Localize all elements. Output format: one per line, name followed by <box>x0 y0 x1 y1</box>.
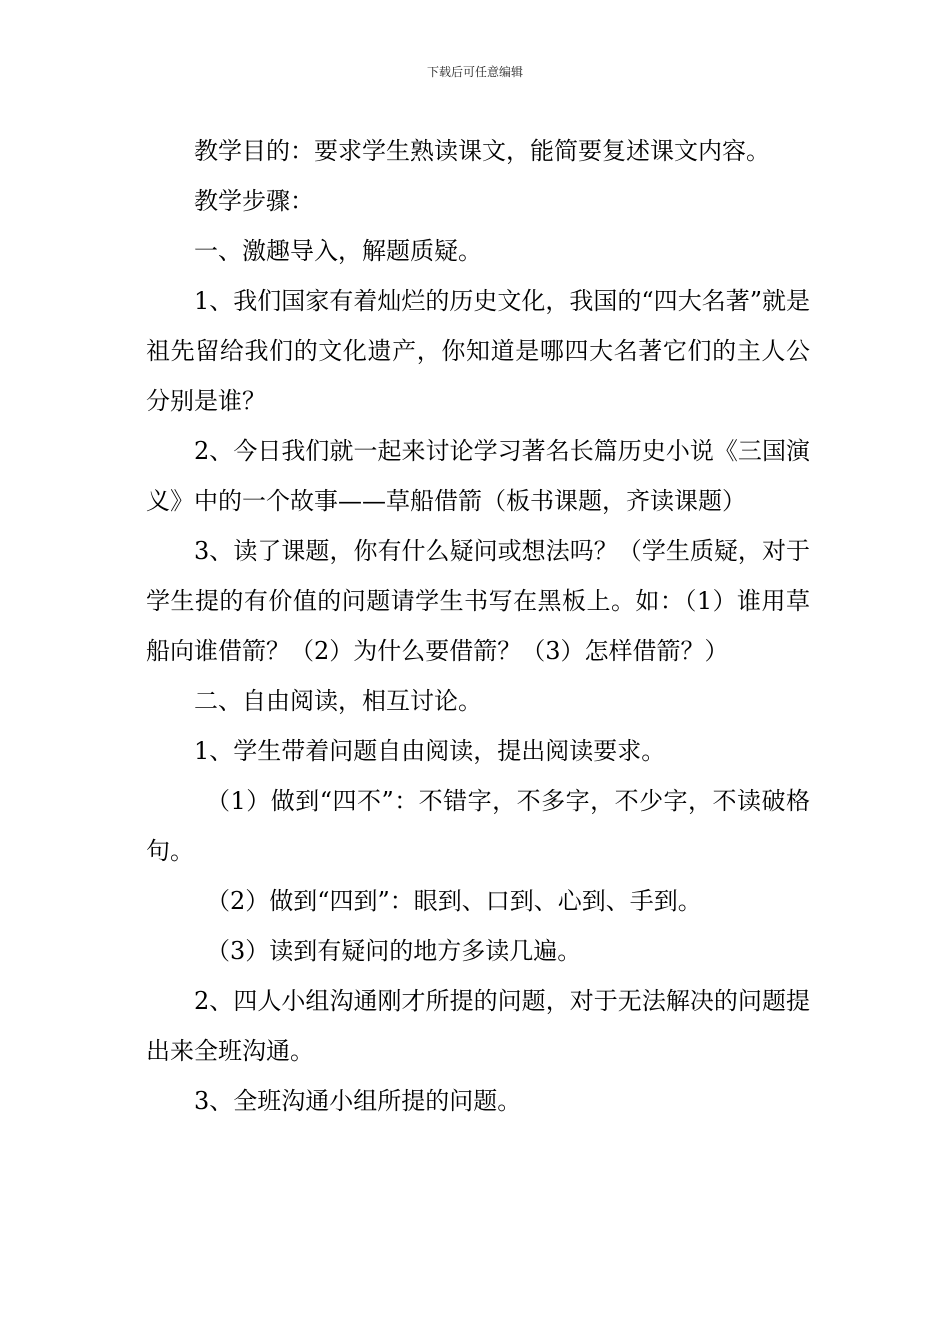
paragraph-teaching-steps: 教学步骤： <box>194 187 314 215</box>
document-body <box>146 126 810 1126</box>
paragraph-requirement-1: （1）做到“四不”：不错字，不多字，不少字，不读破格句。 <box>146 787 810 865</box>
paragraph-reading-step-2: 2、四人小组沟通刚才所提的问题，对于无法解决的问题提出来全班沟通。 <box>146 987 810 1065</box>
paragraph-section-one-heading: 一、激趣导入，解题质疑。 <box>194 237 482 265</box>
paragraph-step-1: 1、我们国家有着灿烂的历史文化，我国的“四大名著”就是祖先留给我们的文化遗产，你知道是哪四大名著它们的主人公分别是谁？ <box>146 287 810 415</box>
paragraph-requirement-2: （2）做到“四到”：眼到、口到、心到、手到。 <box>206 887 702 915</box>
paragraph-step-3: 3、读了课题，你有什么疑问或想法吗？（学生质疑，对于学生提的有价值的问题请学生书写在黑板上。如：（1）谁用草船向谁借箭？（2）为什么要借箭？（3）怎样借箭？） <box>146 537 810 665</box>
paragraph-section-two-heading: 二、自由阅读，相互讨论。 <box>194 687 482 715</box>
paragraph-reading-step-1: 1、学生带着问题自由阅读，提出阅读要求。 <box>194 737 666 765</box>
paragraph-step-2: 2、今日我们就一起来讨论学习著名长篇历史小说《三国演义》中的一个故事——草船借箭（板书课题，齐读课题） <box>146 437 810 515</box>
paragraph-teaching-objective: 教学目的：要求学生熟读课文，能简要复述课文内容。 <box>194 137 770 165</box>
paragraph-reading-step-3: 3、全班沟通小组所提的问题。 <box>194 1087 522 1115</box>
page-header: 下载后可任意编辑 <box>426 65 523 79</box>
paragraph-requirement-3: （3）读到有疑问的地方多读几遍。 <box>206 937 582 965</box>
